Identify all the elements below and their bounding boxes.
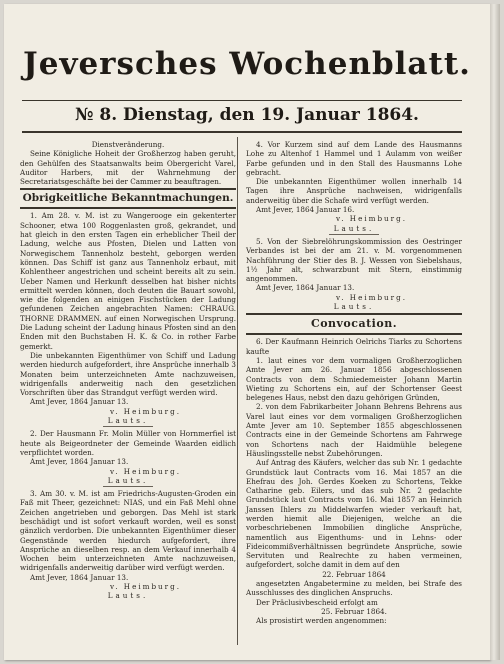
left-column [20,140,236,601]
notice-text: 3. Am 30. v. M. ist am Friedrichs-Augusten-Groden ein Faß mit Theer, gezeichnet: NIAS, und ein Faß Mehl ohne Zeichen angetrieben und geborgen. Das Mehl ist stark beschädigt und ist sofort verkauft worden, weil es sonst gänzlich verdorben. Die unbekannten Eigenthümer dieser Gegenstände werden hiedurch aufgefordert, ihre Ansprüche an dieselben resp. an dem Verkauf innerhalb 4 Wochen beim unterzeichneten Amte nachzuweisen, widrigenfalls anderweitig darüber wird verfügt werden. [20,489,236,573]
notice-text: Die unbekannten Eigenthümer von Schiff und Ladung werden hiedurch aufgefordert, ihre Ansprüche innerhalb 3 Monaten beim unterzeichneten Amte nachzuweisen, widrigenfalls anderweitig nach den gesetzlichen Vorschriften über das Strandgut verfügt werden wird. [20,350,236,398]
notice-signature: Lauts. [333,302,375,312]
page-edge [490,4,500,660]
notice-text: 6. Der Kaufmann Heinrich Oelrichs Tiarks zu Schortens kaufte [246,337,462,356]
notice-signature: Lauts. [107,475,149,485]
column-divider [237,137,238,645]
notice-signature: v. Heimburg. [110,466,181,476]
notice-text: 5. Von der Siebrelöhrungskommission des Oestringer Verbandes ist bei der am 21. v. M. vorgenommenen Nachführung der Stier des B. J. Wessen von Siebelshaus, 1½ Jahr alt, schwarzbunt mit Stern, einstimmig angenommen. [246,236,462,284]
section-heading: Convocation. [310,317,398,331]
notice-signature: v. Heimburg. [336,292,407,302]
separator [329,234,379,235]
notice-date: 25. Februar 1864. [321,606,387,616]
notice-text: angesetzten Angabetermine zu melden, bei Strafe des Ausschlusses des dinglichen Anspruchs. [246,579,462,598]
notice-text: 2. von dem Fabrikarbeiter Johann Behrens Behrens aus Varel laut eines vor dem vormaligen Großherzoglichen Amte Jever am 10. September 1855 abgeschlossenen Contracts eine in der Gemeinde Schortens am Fahrwege von Schortens nach der Haidmühle belegene Häuslingsstelle nebst Zubehörungen. [246,402,462,458]
section-rule [246,313,462,315]
notice-signature: Lauts. [107,591,149,601]
notice-text: 1. Am 28. v. M. ist zu Wangerooge ein gekenterter Schooner, etwa 100 Roggenlasten groß, gekrandet, und hat gleich in den ersten Tagen ein erheblicher Theil der Ladung, welche aus Pfosten, Dielen und Latten von Norwegischem Tannenholz besteht, geborgen werden können. Das Schiff ist ganz aus Tannenholz erbaut, mit Kohlentheer angestrichen und scheint bereits alt zu sein. Ueber Namen und Herkunft desselben hat bisher nichts ermittelt werden können, doch deuten die Bauart sowohl, wie die folgenden an einigen Fischstücken der Ladung gefundenen Zeichen angebrachten Namen: CHRAUG. THORNE DRAMMEN. auf einen Norwegischen Ursprung. Die Ladung scheint der Ladung hinaus Pfosten sind an den Enden mit den Buchstaben H. K. & Co. in rother Farbe gemerkt. [20,211,236,351]
section-heading: Obrigkeitliche Bekanntmachungen. [22,192,234,205]
notice-date: Amt Jever, 1864 Januar 13. [256,283,355,293]
notice-text: Der Präclusivbescheid erfolgt am [256,597,378,607]
notice-text: Als prosistirt werden angenommen: [256,616,387,626]
notice-text: 4. Vor Kurzem sind auf dem Lande des Hausmanns Lohe zu Altenhof 1 Hammel und 1 Aulamm von weißer Farbe gefunden und in den Stall des Hausmanns Lohe gebracht. [246,140,462,177]
header-rule [22,131,462,133]
newspaper-page [4,4,490,660]
notice-signature: v. Heimburg. [110,406,181,416]
right-column [246,140,462,626]
separator [103,486,153,487]
section-rule [246,333,462,335]
notice-date: Amt Jever, 1864 Januar 13. [30,457,129,467]
notice-signature: Lauts. [333,223,375,233]
notice-text: Auf Antrag des Käufers, welcher das sub Nr. 1 gedachte Grundstück laut Contracts vom 16. Mai 1857 an die Ehefrau des Joh. Gerdes Koeken zu Schortens, Tekke Catharine geb. Eilers, und das sub Nr. 2 gedachte Grundstück laut Contracts vom 16. Mai 1857 an Heinrich Janssen Ihlers zu Middelwarfen wieder verkauft hat, werden hiemit alle Diejenigen, welche an die vorbeschriebenen Immobilien dingliche Ansprüche, namentlich aus Eigenthums- und in Lehns- oder Fideicommißverhältnissen begründete Ansprüche, sowie Servituten und Realrechte zu haben vermeinen, aufgefordert, solche damit in dem auf den [246,458,462,570]
notice-signature: v. Heimburg. [336,214,407,224]
notice-text: 1. laut eines vor dem vormaligen Großherzoglichen Amte Jever am 26. Januar 1856 abgeschlossenen Contracts von dem Schmiedemeister Johann Martin Wieting zu Schortens ein, auf der Schortenser Geest belegenes Haus, nebst den dazu gehörigen Gründen, [246,355,462,403]
section-rule [20,188,236,190]
issue-line: № 8. Dienstag, den 19. Januar 1864. [75,105,419,125]
notice-signature: Lauts. [107,416,149,426]
masthead-title: Jeversches Wochenblatt. [23,46,471,82]
notice-heading: Dienstveränderung. [91,140,165,149]
separator [103,426,153,427]
notice-date: Amt Jever, 1864 Januar 13. [30,397,129,407]
section-rule [20,207,236,209]
notice-text: Die unbekannten Eigenthümer wollen innerhalb 14 Tagen ihre Ansprüche nachweisen, widrigenfalls anderweitig über die Schafe wird verfügt werden. [246,177,462,205]
masthead-rule [22,100,462,101]
notice-text: 2. Der Hausmann Fr. Molin Müller von Hornmerfiel ist heute als Beigeordneter der Gemeinde Waarden eidlich verpflichtet worden. [20,429,236,457]
notice-date: Amt Jever, 1864 Januar 13. [30,572,129,582]
notice-signature: v. Heimburg. [110,582,181,592]
notice-date: Amt Jever, 1864 Januar 16. [256,205,355,215]
notice-date: 22. Februar 1864 [322,569,386,579]
notice-text: Seine Königliche Hoheit der Großherzog haben geruht, den Gehülfen des Staatsanwalts beim Obergericht Varel, Auditor Harbers, mit der Wahrnehmung der Secretariatsgeschäfte bei der Cammer zu beauftragen. [20,149,236,187]
